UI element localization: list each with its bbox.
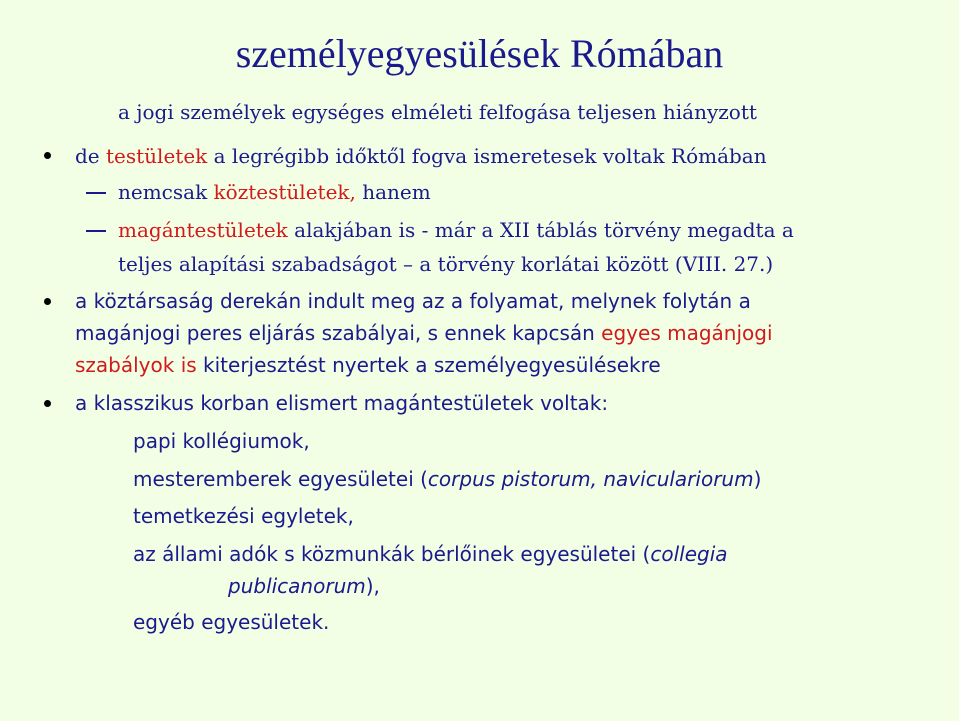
slide-title: személyegyesülések Rómában [235,31,724,76]
text-line-1: a jogi személyek egységes elméleti felfogása teljesen hiányzott [118,100,757,124]
highlight-koztestuletek: köztestületek, [213,180,356,204]
highlight-testuletek: testületek [106,144,208,168]
text-line-9: a klasszikus korban elismert magántestületek voltak: [75,391,609,415]
bullet-dot [44,152,51,159]
list-item: temetkezési egyletek, [133,504,354,528]
list-item-continuation: publicanorum), [228,574,380,598]
list-item: papi kollégiumok, [133,429,310,453]
text-line-2: de testületek a legrégibb időktől fogva ismeretesek voltak Rómában [75,144,767,168]
list-item: mesteremberek egyesületei (corpus pistorum, naviculariorum) [133,467,762,491]
bullet-dot [44,298,51,305]
list-item: egyéb egyesületek. [133,610,330,634]
text-line-7: magánjogi peres eljárás szabályai, s ennek kapcsán egyes magánjogi [75,321,773,345]
text-line-8: szabályok is kiterjesztést nyertek a személyegyesülésekre [75,353,661,377]
dash-marker [86,230,106,232]
text-line-6: a köztársaság derekán indult meg az a folyamat, melynek folytán a [75,289,751,313]
text-line-3: nemcsak köztestületek, hanem [118,180,431,204]
highlight-szabalyok-is: szabályok is [75,353,197,377]
text-line-4: magántestületek alakjában is - már a XII táblás törvény megadta a [118,218,794,242]
text-line-5: teljes alapítási szabadságot – a törvény korlátai között (VIII. 27.) [118,252,774,276]
dash-marker [86,192,106,194]
list-item: az állami adók s közmunkák bérlőinek egyesületei (collegia [133,542,728,566]
highlight-magantestuletek: magántestületek [118,218,288,242]
highlight-egyes-maganjogi: egyes magánjogi [601,321,773,345]
bullet-dot [44,400,51,407]
